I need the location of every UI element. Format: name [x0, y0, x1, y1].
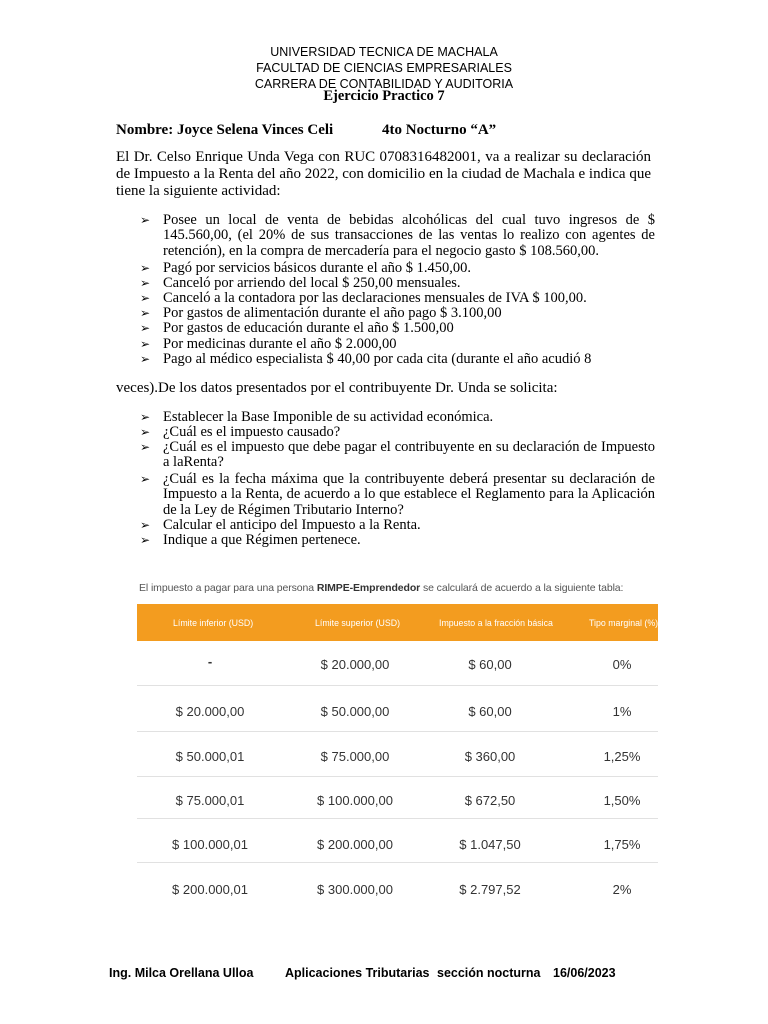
- table-cell: $ 200.000,00: [317, 837, 393, 852]
- arrow-bullet-icon: ➢: [140, 425, 151, 439]
- career-name: CARRERA DE CONTABILIDAD Y AUDITORIA: [254, 77, 514, 91]
- activity-text: Canceló a la contadora por las declaraciones mensuales de IVA $ 100,00.: [163, 290, 587, 306]
- activity-text: Por gastos de educación durante el año $ 1.500,00: [163, 320, 454, 336]
- arrow-bullet-icon: ➢: [140, 533, 151, 547]
- list-item: [140, 352, 655, 367]
- arrow-bullet-icon: ➢: [140, 518, 151, 532]
- footer-teacher: Ing. Milca Orellana Ulloa: [109, 966, 254, 980]
- arrow-bullet-icon: ➢: [140, 472, 151, 486]
- table-cell: 1,50%: [603, 793, 641, 808]
- list-item: [140, 472, 655, 518]
- row-divider: [137, 862, 658, 863]
- caption-text: se calculará de acuerdo a la siguiente tabla:: [420, 582, 624, 594]
- row-divider: [137, 731, 658, 732]
- table-cell: $ 360,00: [464, 749, 516, 764]
- column-header: Límite inferior (USD): [173, 618, 254, 628]
- student-name: Nombre: Joyce Selena Vinces Celi: [116, 122, 334, 138]
- list-item: [140, 425, 655, 440]
- list-item: [140, 533, 655, 548]
- table-cell: $ 100.000,01: [172, 837, 248, 852]
- footer-date: 16/06/2023: [553, 966, 616, 980]
- column-header: Límite superior (USD): [315, 618, 401, 628]
- row-divider: [137, 818, 658, 819]
- list-item: [140, 276, 655, 291]
- exercise-title: Ejercicio Practico 7: [323, 88, 445, 104]
- arrow-bullet-icon: ➢: [140, 410, 151, 424]
- arrow-bullet-icon: ➢: [140, 337, 151, 351]
- arrow-bullet-icon: ➢: [140, 291, 151, 305]
- arrow-bullet-icon: ➢: [140, 261, 151, 275]
- footer-subject: Aplicaciones Tributarias: [285, 966, 430, 980]
- table-cell: $ 2.797,52: [459, 882, 521, 897]
- list-item: [140, 410, 655, 425]
- table-header: [137, 604, 658, 641]
- list-item: [140, 306, 655, 321]
- activity-text: Canceló por arriendo del local $ 250,00 mensuales.: [163, 275, 461, 291]
- table-cell: $ 20.000,00: [175, 704, 245, 719]
- arrow-bullet-icon: ➢: [140, 440, 151, 454]
- list-item: [140, 213, 655, 259]
- table-cell: $ 50.000,01: [175, 749, 245, 764]
- table-cell: $ 20.000,00: [320, 657, 390, 672]
- table-cell: $ 60,00: [468, 704, 512, 719]
- caption-text: El impuesto a pagar para una persona: [139, 582, 317, 594]
- table-cell: $ 75.000,00: [320, 749, 390, 764]
- question-text: Indique a que Régimen pertenece.: [163, 532, 361, 548]
- table-cell: $ 1.047,50: [459, 837, 521, 852]
- question-text: Calcular el anticipo del Impuesto a la Renta.: [163, 517, 421, 533]
- question-text: ¿Cuál es la fecha máxima que la contribuyente deberá presentar su declaración de Impuesto a la Renta, de acuerdo a lo que establece el Reglamento para la Aplicación de la Ley de Régimen Tributario Interno?: [163, 471, 655, 518]
- table-cell: $ 50.000,00: [320, 704, 390, 719]
- university-name: UNIVERSIDAD TECNICA DE MACHALA: [270, 45, 498, 59]
- list-item: [140, 321, 655, 336]
- activity-text: Pago al médico especialista $ 40,00 por cada cita (durante el año acudió 8: [163, 351, 592, 367]
- arrow-bullet-icon: ➢: [140, 321, 151, 335]
- row-divider: [137, 685, 658, 686]
- row-divider: [137, 776, 658, 777]
- question-text: Establecer la Base Imponible de su actividad económica.: [163, 409, 494, 425]
- list-item: [140, 291, 655, 306]
- list-item: [140, 518, 655, 533]
- table-cell: $ 200.000,01: [172, 882, 248, 897]
- questions-intro: veces).De los datos presentados por el contribuyente Dr. Unda se solicita:: [116, 380, 558, 396]
- faculty-name: FACULTAD DE CIENCIAS EMPRESARIALES: [256, 61, 512, 75]
- column-header: Impuesto a la fracción básica: [439, 618, 553, 628]
- activity-text: Por medicinas durante el año $ 2.000,00: [163, 336, 397, 352]
- question-text: ¿Cuál es el impuesto que debe pagar el contribuyente en su declaración de Impuesto a laRenta?: [163, 439, 655, 471]
- table-cell: 1,75%: [603, 837, 641, 852]
- table-cell: $ 672,50: [464, 793, 516, 808]
- table-cell: $ 300.000,00: [317, 882, 393, 897]
- list-item: [140, 337, 655, 352]
- list-item: [140, 261, 655, 276]
- table-cell: $ 60,00: [468, 657, 512, 672]
- arrow-bullet-icon: ➢: [140, 352, 151, 366]
- arrow-bullet-icon: ➢: [140, 276, 151, 290]
- activity-text: Posee un local de venta de bebidas alcohólicas del cual tuvo ingresos de $ 145.560,00, (el 20% de sus transacciones de las ventas lo realizo con agentes de retención), en la compra de mercadería para el negocio gasto $ 108.560,00.: [163, 212, 655, 259]
- table-cell: -: [207, 654, 213, 669]
- table-cell: 1,25%: [603, 749, 641, 764]
- table-cell: 1%: [612, 704, 632, 719]
- footer-section: sección nocturna: [437, 966, 541, 980]
- column-header: Tipo marginal (%): [589, 618, 659, 628]
- activity-text: Por gastos de alimentación durante el año pago $ 3.100,00: [163, 305, 502, 321]
- arrow-bullet-icon: ➢: [140, 213, 151, 227]
- intro-paragraph: El Dr. Celso Enrique Unda Vega con RUC 0708316482001, va a realizar su declaración de Impuesto a la Renta del año 2022, con domicilio en la ciudad de Machala e indica que tiene la siguiente actividad:: [116, 149, 651, 199]
- student-group: 4to Nocturno “A”: [382, 122, 497, 138]
- question-text: ¿Cuál es el impuesto causado?: [163, 424, 341, 440]
- table-cell: 0%: [612, 657, 632, 672]
- table-cell: 2%: [612, 882, 632, 897]
- table-cell: $ 100.000,00: [317, 793, 393, 808]
- activity-text: Pagó por servicios básicos durante el año $ 1.450,00.: [163, 260, 472, 276]
- caption-bold: RIMPE-Emprendedor: [316, 582, 421, 594]
- list-item: [140, 440, 655, 471]
- table-caption: [139, 582, 623, 594]
- table-cell: $ 75.000,01: [175, 793, 245, 808]
- arrow-bullet-icon: ➢: [140, 306, 151, 320]
